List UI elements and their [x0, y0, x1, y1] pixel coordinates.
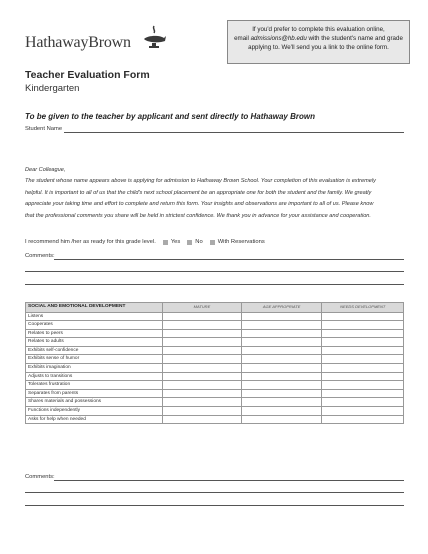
student-name-field[interactable] — [64, 132, 404, 133]
row-label: Asks for help when needed — [26, 415, 163, 424]
age-appropriate-cell[interactable] — [241, 346, 322, 355]
letter-salutation: Dear Colleague, — [25, 167, 66, 173]
table-row — [26, 312, 404, 321]
table-row — [26, 407, 404, 416]
form-instruction: To be given to the teacher by applicant and sent directly to Hathaway Brown — [25, 112, 315, 121]
mature-cell[interactable] — [163, 364, 242, 373]
mature-cell[interactable] — [163, 389, 242, 398]
needs-development-cell[interactable] — [322, 329, 404, 338]
age-appropriate-cell[interactable] — [241, 364, 322, 373]
needs-development-cell[interactable] — [322, 415, 404, 424]
comments-line[interactable] — [54, 259, 404, 260]
comments-line[interactable] — [25, 284, 404, 285]
category-header: SOCIAL AND EMOTIONAL DEVELOPMENT — [26, 303, 163, 313]
needs-development-cell[interactable] — [322, 407, 404, 416]
notice-line-3: applying to. We'll send you a link to the online form. — [248, 44, 389, 51]
recommendation-row — [25, 239, 265, 245]
age-appropriate-cell[interactable] — [241, 355, 322, 364]
notice-line-2: email admissions@hb.edu with the student's name and grade — [234, 35, 403, 42]
comments-label: Comments: — [25, 253, 55, 259]
mature-cell[interactable] — [163, 355, 242, 364]
comments-label: Comments: — [25, 474, 55, 480]
social-emotional-rating-table — [25, 302, 404, 424]
age-appropriate-cell[interactable] — [241, 338, 322, 347]
table-row — [26, 329, 404, 338]
needs-development-cell[interactable] — [322, 389, 404, 398]
row-label: Shares materials and possessions — [26, 398, 163, 407]
row-label: Listens — [26, 312, 163, 321]
table-row — [26, 338, 404, 347]
mature-cell[interactable] — [163, 338, 242, 347]
school-logo-text: HathawayBrown — [25, 34, 131, 51]
needs-development-header: NEEDS DEVELOPMENT — [322, 303, 404, 313]
age-appropriate-cell[interactable] — [241, 329, 322, 338]
age-appropriate-header: AGE APPROPRIATE — [241, 303, 322, 313]
mature-cell[interactable] — [163, 372, 242, 381]
comments-line[interactable] — [54, 480, 404, 481]
table-row — [26, 389, 404, 398]
row-label: Cooperates — [26, 321, 163, 330]
needs-development-cell[interactable] — [322, 312, 404, 321]
age-appropriate-cell[interactable] — [241, 407, 322, 416]
row-label: Exhibits self-confidence — [26, 346, 163, 355]
comments-line[interactable] — [25, 271, 404, 272]
with-reservations-checkbox[interactable] — [210, 240, 215, 245]
row-label: Adjusts to transitions — [26, 372, 163, 381]
recommendation-label: I recommend him /her as ready for this grade level. — [25, 239, 156, 245]
mature-cell[interactable] — [163, 415, 242, 424]
mature-cell[interactable] — [163, 407, 242, 416]
row-label: Exhibits sense of humor — [26, 355, 163, 364]
table-row — [26, 398, 404, 407]
needs-development-cell[interactable] — [322, 364, 404, 373]
table-row — [26, 381, 404, 390]
table-row — [26, 321, 404, 330]
no-option-label: No — [195, 239, 203, 245]
row-label: Relates to peers — [26, 329, 163, 338]
row-label: Separates from parents — [26, 389, 163, 398]
mature-cell[interactable] — [163, 381, 242, 390]
student-name-label: Student Name — [25, 126, 63, 132]
with-reservations-option-label: With Reservations — [217, 239, 265, 245]
mature-cell[interactable] — [163, 346, 242, 355]
lamp-logo-icon — [140, 24, 168, 52]
letter-line: helpful. It is important to all of us that the child's next school placement be an appropriate one for both the student and the family. We greatly — [25, 189, 372, 196]
table-row — [26, 364, 404, 373]
age-appropriate-cell[interactable] — [241, 389, 322, 398]
table-row — [26, 346, 404, 355]
table-row — [26, 372, 404, 381]
needs-development-cell[interactable] — [322, 372, 404, 381]
notice-line-1: If you'd prefer to complete this evaluation online, — [252, 26, 385, 33]
needs-development-cell[interactable] — [322, 355, 404, 364]
needs-development-cell[interactable] — [322, 398, 404, 407]
yes-option-label: Yes — [170, 239, 181, 245]
mature-header: MATURE — [163, 303, 242, 313]
mature-cell[interactable] — [163, 312, 242, 321]
needs-development-cell[interactable] — [322, 338, 404, 347]
form-title: Teacher Evaluation Form — [25, 69, 150, 81]
age-appropriate-cell[interactable] — [241, 321, 322, 330]
needs-development-cell[interactable] — [322, 381, 404, 390]
admissions-email[interactable]: admissions@hb.edu — [250, 35, 307, 42]
row-label: Functions independently — [26, 407, 163, 416]
age-appropriate-cell[interactable] — [241, 398, 322, 407]
age-appropriate-cell[interactable] — [241, 415, 322, 424]
needs-development-cell[interactable] — [322, 346, 404, 355]
online-option-notice — [227, 20, 410, 64]
row-label: Relates to adults — [26, 338, 163, 347]
mature-cell[interactable] — [163, 321, 242, 330]
table-row — [26, 415, 404, 424]
row-label: Tolerates frustration — [26, 381, 163, 390]
no-checkbox[interactable] — [187, 240, 192, 245]
age-appropriate-cell[interactable] — [241, 372, 322, 381]
letter-line: The student whose name appears above is applying for admission to Hathaway Brown School. Your completion of this evaluation is extremely — [25, 178, 376, 184]
age-appropriate-cell[interactable] — [241, 312, 322, 321]
mature-cell[interactable] — [163, 398, 242, 407]
comments-line[interactable] — [25, 505, 404, 506]
table-header-row — [26, 303, 404, 313]
grade-level: Kindergarten — [25, 83, 80, 94]
row-label: Exhibits imagination — [26, 364, 163, 373]
mature-cell[interactable] — [163, 329, 242, 338]
letter-line: appreciate your taking time and effort to complete and return this form. Your insights and observations are important to all of us. Please know — [25, 201, 374, 207]
letter-line: that the professional comments you share will be held in strictest confidence. We thank you in advance for your assistance and cooperation. — [25, 212, 371, 219]
table-row — [26, 355, 404, 364]
age-appropriate-cell[interactable] — [241, 381, 322, 390]
comments-line[interactable] — [25, 492, 404, 493]
needs-development-cell[interactable] — [322, 321, 404, 330]
yes-checkbox[interactable] — [163, 240, 168, 245]
